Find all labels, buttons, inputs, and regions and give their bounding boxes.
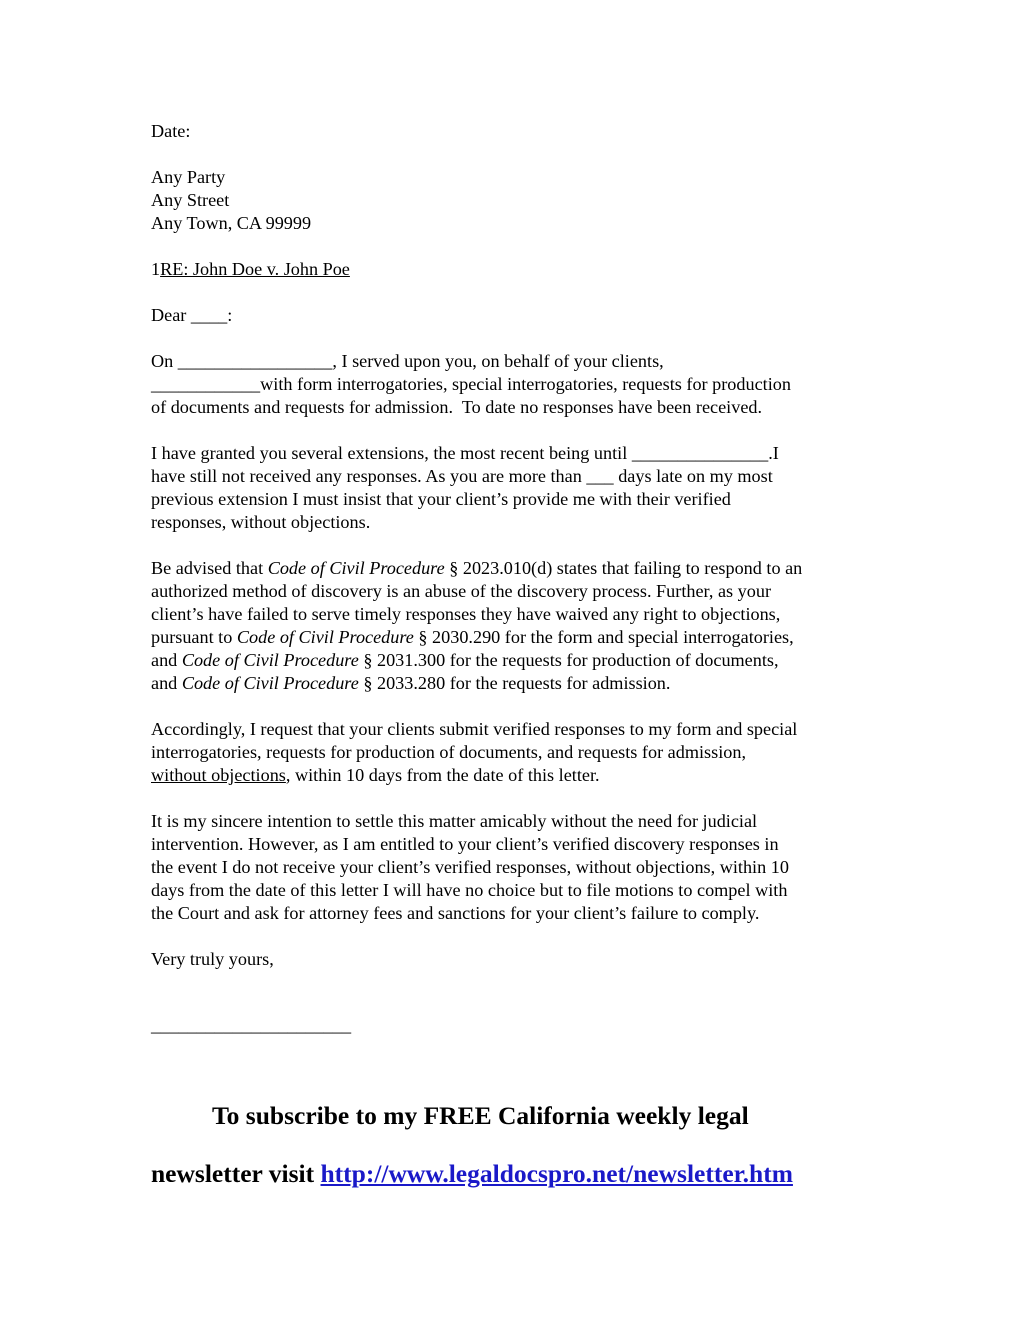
signature-line: ______________________ bbox=[151, 1015, 352, 1035]
text-run: and bbox=[151, 673, 182, 693]
text-run: and bbox=[151, 650, 182, 670]
recipient-address bbox=[151, 166, 881, 235]
text-run: Be advised that bbox=[151, 558, 268, 578]
paragraph-intention bbox=[151, 810, 881, 925]
code-citation: Code of Civil Procedure bbox=[181, 650, 359, 670]
text-run: § 2030.290 for the form and special interrogatories, bbox=[413, 627, 794, 647]
date-label: Date: bbox=[151, 121, 191, 141]
paragraph-line: On _________________, I served upon you, on behalf of your clients, bbox=[151, 351, 664, 371]
address-line: Any Party bbox=[151, 167, 226, 187]
paragraph-line bbox=[151, 626, 881, 649]
paragraph-line: interrogatories, requests for production of documents, and requests for admission, bbox=[151, 742, 746, 762]
address-line: Any Street bbox=[151, 190, 230, 210]
paragraph-line: of documents and requests for admission. To date no responses have been received. bbox=[151, 397, 763, 417]
letter-body bbox=[151, 120, 881, 1037]
paragraph-line: intervention. However, as I am entitled to your client’s verified discovery responses in bbox=[151, 834, 779, 854]
paragraph-line bbox=[151, 672, 881, 695]
paragraph-line: Accordingly, I request that your clients submit verified responses to my form and special bbox=[151, 719, 798, 739]
text-run: § 2023.010(d) states that failing to respond to an bbox=[444, 558, 803, 578]
newsletter-link[interactable]: http://www.legaldocspro.net/newsletter.htm bbox=[320, 1159, 793, 1188]
paragraph-line: ____________with form interrogatories, special interrogatories, requests for production bbox=[151, 374, 791, 394]
footnote-marker: 1 bbox=[151, 259, 161, 279]
paragraph-line: responses, without objections. bbox=[151, 512, 371, 532]
code-citation: Code of Civil Procedure bbox=[267, 558, 445, 578]
paragraph-line: the event I do not receive your client’s verified responses, without objections, within 10 bbox=[151, 857, 789, 877]
newsletter-promo bbox=[151, 1087, 951, 1203]
paragraph-line: previous extension I must insist that your client’s provide me with their verified bbox=[151, 489, 731, 509]
newsletter-line bbox=[151, 1145, 951, 1203]
text-run: § 2031.300 for the requests for production of documents, bbox=[358, 650, 779, 670]
paragraph-request bbox=[151, 718, 881, 787]
paragraph-line bbox=[151, 557, 881, 580]
paragraph-line bbox=[151, 649, 881, 672]
code-citation: Code of Civil Procedure bbox=[236, 627, 414, 647]
code-citation: Code of Civil Procedure bbox=[181, 673, 359, 693]
re-line bbox=[151, 258, 881, 281]
re-subject: RE: John Doe v. John Poe bbox=[160, 259, 350, 279]
paragraph-service bbox=[151, 350, 881, 419]
text-run: , within 10 days from the date of this letter. bbox=[285, 765, 600, 785]
text-run: § 2033.280 for the requests for admission. bbox=[358, 673, 671, 693]
paragraph-extensions bbox=[151, 442, 881, 534]
paragraph-line: It is my sincere intention to settle this matter amicably without the need for judicial bbox=[151, 811, 758, 831]
paragraph-line: have still not received any responses. As you are more than ___ days late on my most bbox=[151, 466, 773, 486]
closing: Very truly yours, bbox=[151, 949, 274, 969]
paragraph-line: the Court and ask for attorney fees and sanctions for your client’s failure to comply. bbox=[151, 903, 760, 923]
paragraph-line: authorized method of discovery is an abuse of the discovery process. Further, as your bbox=[151, 581, 771, 601]
paragraph-code-citations bbox=[151, 557, 881, 695]
text-run: newsletter visit bbox=[151, 1159, 321, 1188]
paragraph-line: client’s have failed to serve timely responses they have waived any right to objections, bbox=[151, 604, 781, 624]
address-line: Any Town, CA 99999 bbox=[151, 213, 312, 233]
text-run: pursuant to bbox=[151, 627, 237, 647]
paragraph-line: days from the date of this letter I will have no choice but to file motions to compel with bbox=[151, 880, 788, 900]
salutation: Dear ____: bbox=[151, 305, 233, 325]
emphasis-underlined: without objections bbox=[151, 765, 286, 785]
paragraph-line: I have granted you several extensions, the most recent being until _______________.I bbox=[151, 443, 779, 463]
newsletter-line: To subscribe to my FREE California weekly legal bbox=[212, 1101, 749, 1130]
paragraph-line bbox=[151, 764, 881, 787]
